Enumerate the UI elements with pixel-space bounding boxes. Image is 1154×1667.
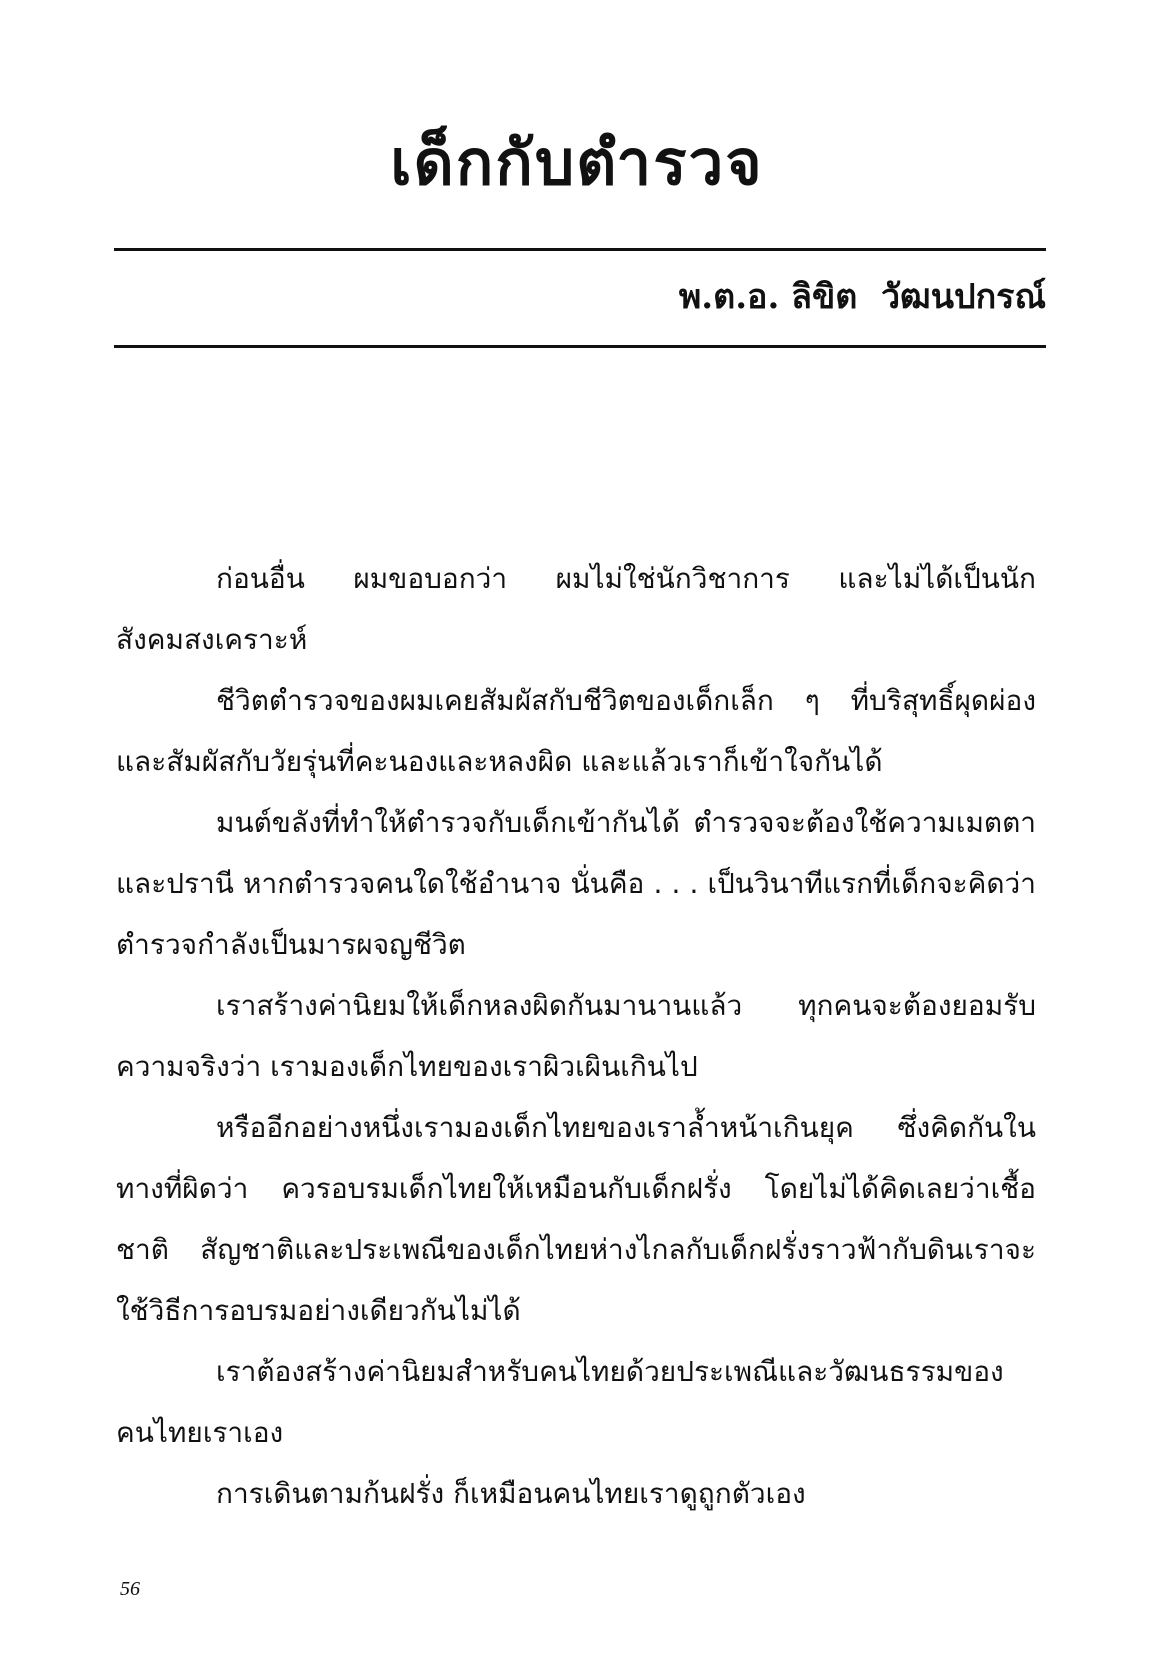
author-byline: พ.ต.อ. ลิขิต วัฒนปกรณ์ (678, 277, 1046, 317)
paragraph: เราสร้างค่านิยมให้เด็กหลงผิดกันมานานแล้ว ทุกคนจะต้องยอมรับความจริงว่า เรามองเด็กไทยของเราผิวเผินเกินไป (116, 989, 1036, 1083)
article-title: เด็กกับตำรวจ (390, 126, 764, 199)
title-divider-bottom (114, 345, 1046, 348)
paragraph: มนต์ขลังที่ทำให้ตำรวจกับเด็กเข้ากันได้ ตำรวจจะต้องใช้ความเมตตาและปรานี หากตำรวจคนใดใช้อำนาจ นั่นคือ . . . เป็นวินาทีแรกที่เด็กจะคิดว่า ตำรวจกำลังเป็นมารผจญชีวิต (116, 806, 1036, 961)
title-divider-top (114, 248, 1046, 251)
page-number: 56 (120, 1578, 140, 1600)
paragraph: ก่อนอื่น ผมขอบอกว่า ผมไม่ใช่นักวิชาการ และไม่ได้เป็นนักสังคมสงเคราะห์ (116, 562, 1036, 656)
paragraph: ชีวิตตำรวจของผมเคยสัมผัสกับชีวิตของเด็กเล็ก ๆ ที่บริสุทธิ์ผุดผ่องและสัมผัสกับวัยรุ่นที่คะนองและหลงผิด และแล้วเราก็เข้าใจกันได้ (116, 684, 1036, 778)
article-body (116, 548, 1036, 1524)
paragraph: การเดินตามก้นฝรั่ง ก็เหมือนคนไทยเราดูถูกตัวเอง (216, 1477, 806, 1510)
paragraph: เราต้องสร้างค่านิยมสำหรับคนไทยด้วยประเพณีและวัฒนธรรมของคนไทยเราเอง (116, 1355, 1004, 1449)
paragraph: หรืออีกอย่างหนึ่งเรามองเด็กไทยของเราล้ำหน้าเกินยุค ซึ่งคิดกันในทางที่ผิดว่า ควรอบรมเด็กไทยให้เหมือนกับเด็กฝรั่ง โดยไม่ได้คิดเลยว่าเชื้อชาติ สัญชาติและประเพณีของเด็กไทยห่างไกลกับเด็กฝรั่งราวฟ้ากับดินเราจะใช้วิธีการอบรมอย่างเดียวกันไม่ได้ (116, 1111, 1036, 1327)
